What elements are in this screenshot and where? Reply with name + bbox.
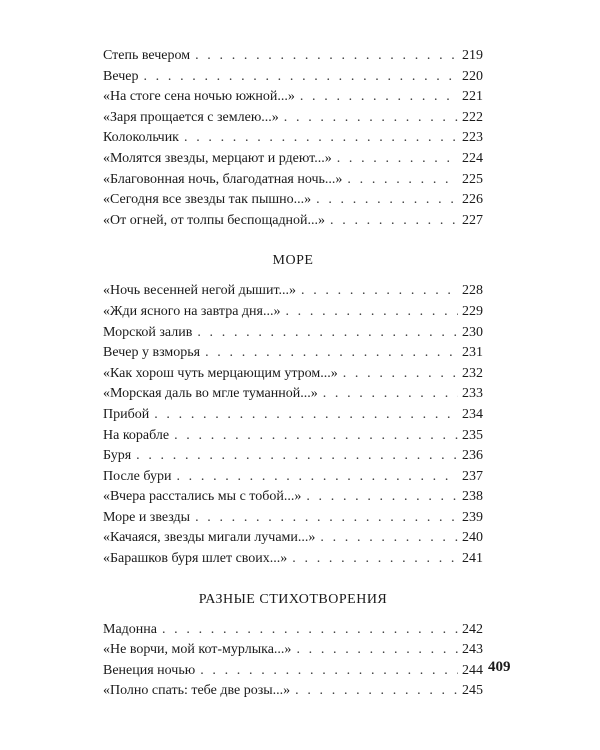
toc-entry-page: 227	[462, 212, 483, 228]
toc-entry	[103, 661, 483, 682]
leader-dots	[330, 211, 458, 232]
toc-entry-page: 232	[462, 365, 483, 381]
toc-entry-page: 231	[462, 345, 483, 361]
toc-entry-page: 241	[462, 551, 483, 567]
toc-section-more	[103, 281, 483, 569]
toc-entry	[103, 364, 483, 385]
toc-entry	[103, 323, 483, 344]
leader-dots	[205, 343, 458, 364]
toc-entry	[103, 67, 483, 88]
leader-dots	[154, 405, 458, 426]
leader-dots	[316, 190, 458, 211]
toc-entry-page: 219	[462, 48, 483, 63]
toc-entry	[103, 149, 483, 170]
toc-entry-page: 236	[462, 448, 483, 464]
toc-entry-page: 243	[462, 642, 483, 658]
toc-section-unnamed	[103, 46, 483, 231]
leader-dots	[347, 170, 458, 191]
toc-entry	[103, 384, 483, 405]
toc-entry-page: 228	[462, 283, 483, 299]
toc-entry-page: 229	[462, 303, 483, 319]
toc-entry	[103, 211, 483, 232]
leader-dots	[306, 487, 458, 508]
toc-entry-title: «Ночь весенней негой дышит...»	[103, 283, 297, 299]
toc-entry-page: 237	[462, 468, 483, 484]
toc-entry	[103, 640, 483, 661]
leader-dots	[292, 549, 458, 570]
leader-dots	[285, 302, 458, 323]
toc-entry-title: «Жди ясного на завтра дня...»	[103, 303, 281, 319]
toc-entry-page: 222	[462, 109, 483, 125]
toc-entry-page: 245	[462, 683, 483, 699]
toc-entry-page: 224	[462, 150, 483, 166]
leader-dots	[176, 467, 458, 488]
toc-entry	[103, 128, 483, 149]
leader-dots	[143, 67, 458, 88]
toc-entry	[103, 681, 483, 702]
toc-entry-title: «На стоге сена ночью южной...»	[103, 89, 295, 105]
toc-entry	[103, 487, 483, 508]
toc-entry	[103, 549, 483, 570]
toc-entry-title: На корабле	[103, 427, 170, 443]
toc-entry-page: 225	[462, 171, 483, 187]
table-of-contents	[103, 46, 483, 702]
toc-entry-page: 234	[462, 406, 483, 422]
toc-entry	[103, 87, 483, 108]
toc-entry-title: «Как хорош чуть мерцающим утром...»	[103, 365, 338, 381]
toc-entry-title: Вечер	[103, 68, 139, 84]
toc-entry	[103, 281, 483, 302]
toc-entry-page: 221	[462, 89, 483, 105]
toc-entry-title: «Качаяся, звезды мигали лучами...»	[103, 530, 316, 546]
toc-entry-title: «От огней, от толпы беспощадной...»	[103, 212, 326, 228]
toc-entry	[103, 620, 483, 641]
toc-entry	[103, 426, 483, 447]
toc-entry-title: «Не ворчи, мой кот-мурлыка...»	[103, 642, 292, 658]
toc-entry	[103, 170, 483, 191]
toc-entry-title: Море и звезды	[103, 509, 191, 525]
toc-entry	[103, 528, 483, 549]
toc-entry-title: Морской залив	[103, 324, 193, 340]
leader-dots	[136, 446, 458, 467]
toc-entry	[103, 508, 483, 529]
toc-entry-title: «Вчера расстались мы с тобой...»	[103, 489, 302, 505]
toc-entry-title: Степь вечером	[103, 48, 191, 63]
toc-entry-title: Вечер у взморья	[103, 345, 201, 361]
leader-dots	[184, 128, 458, 149]
toc-entry-page: 223	[462, 130, 483, 146]
toc-entry-page: 238	[462, 489, 483, 505]
leader-dots	[284, 108, 458, 129]
toc-entry-title: После бури	[103, 468, 172, 484]
leader-dots	[343, 364, 458, 385]
toc-entry	[103, 46, 483, 67]
toc-entry	[103, 108, 483, 129]
leader-dots	[295, 681, 458, 702]
leader-dots	[174, 426, 458, 447]
leader-dots	[320, 528, 458, 549]
toc-entry-title: «Сегодня все звезды так пышно...»	[103, 192, 312, 208]
toc-entry-title: Буря	[103, 448, 132, 464]
toc-entry-title: «Благовонная ночь, благодатная ночь...»	[103, 171, 343, 187]
leader-dots	[200, 661, 458, 682]
toc-entry	[103, 467, 483, 488]
leader-dots	[301, 281, 458, 302]
toc-entry	[103, 446, 483, 467]
toc-entry-title: «Полно спать: тебе две розы...»	[103, 683, 291, 699]
toc-entry-page: 239	[462, 509, 483, 525]
toc-entry-page: 233	[462, 386, 483, 402]
toc-entry	[103, 343, 483, 364]
toc-entry-page: 244	[462, 662, 483, 678]
toc-entry	[103, 405, 483, 426]
toc-entry-page: 240	[462, 530, 483, 546]
toc-entry-title: Мадонна	[103, 621, 157, 637]
toc-entry-title: «Заря прощается с землею...»	[103, 109, 279, 125]
toc-entry-page: 226	[462, 192, 483, 208]
leader-dots	[197, 323, 458, 344]
toc-entry-page: 242	[462, 621, 483, 637]
page-number: 409	[488, 659, 511, 675]
toc-section-raznye	[103, 620, 483, 702]
toc-entry	[103, 302, 483, 323]
leader-dots	[337, 149, 458, 170]
section-heading-raznye: РАЗНЫЕ СТИХОТВОРЕНИЯ	[198, 591, 388, 607]
leader-dots	[195, 46, 458, 67]
toc-entry-title: «Барашков буря шлет своих...»	[103, 551, 288, 567]
leader-dots	[296, 640, 458, 661]
toc-entry-title: Прибой	[103, 406, 150, 422]
toc-entry-title: Венеция ночью	[103, 662, 196, 678]
toc-entry-page: 235	[462, 427, 483, 443]
toc-entry-title: «Молятся звезды, мерцают и рдеют...»	[103, 150, 332, 166]
toc-entry	[103, 190, 483, 211]
toc-entry-title: Колокольчик	[103, 130, 179, 146]
toc-entry-title: «Морская даль во мгле туманной...»	[103, 386, 318, 402]
leader-dots	[195, 508, 458, 529]
toc-entry-page: 230	[462, 324, 483, 340]
leader-dots	[162, 620, 458, 641]
leader-dots	[300, 87, 458, 108]
toc-entry-page: 220	[462, 68, 483, 84]
section-heading-more: МОРЕ	[272, 253, 314, 269]
leader-dots	[323, 384, 458, 405]
